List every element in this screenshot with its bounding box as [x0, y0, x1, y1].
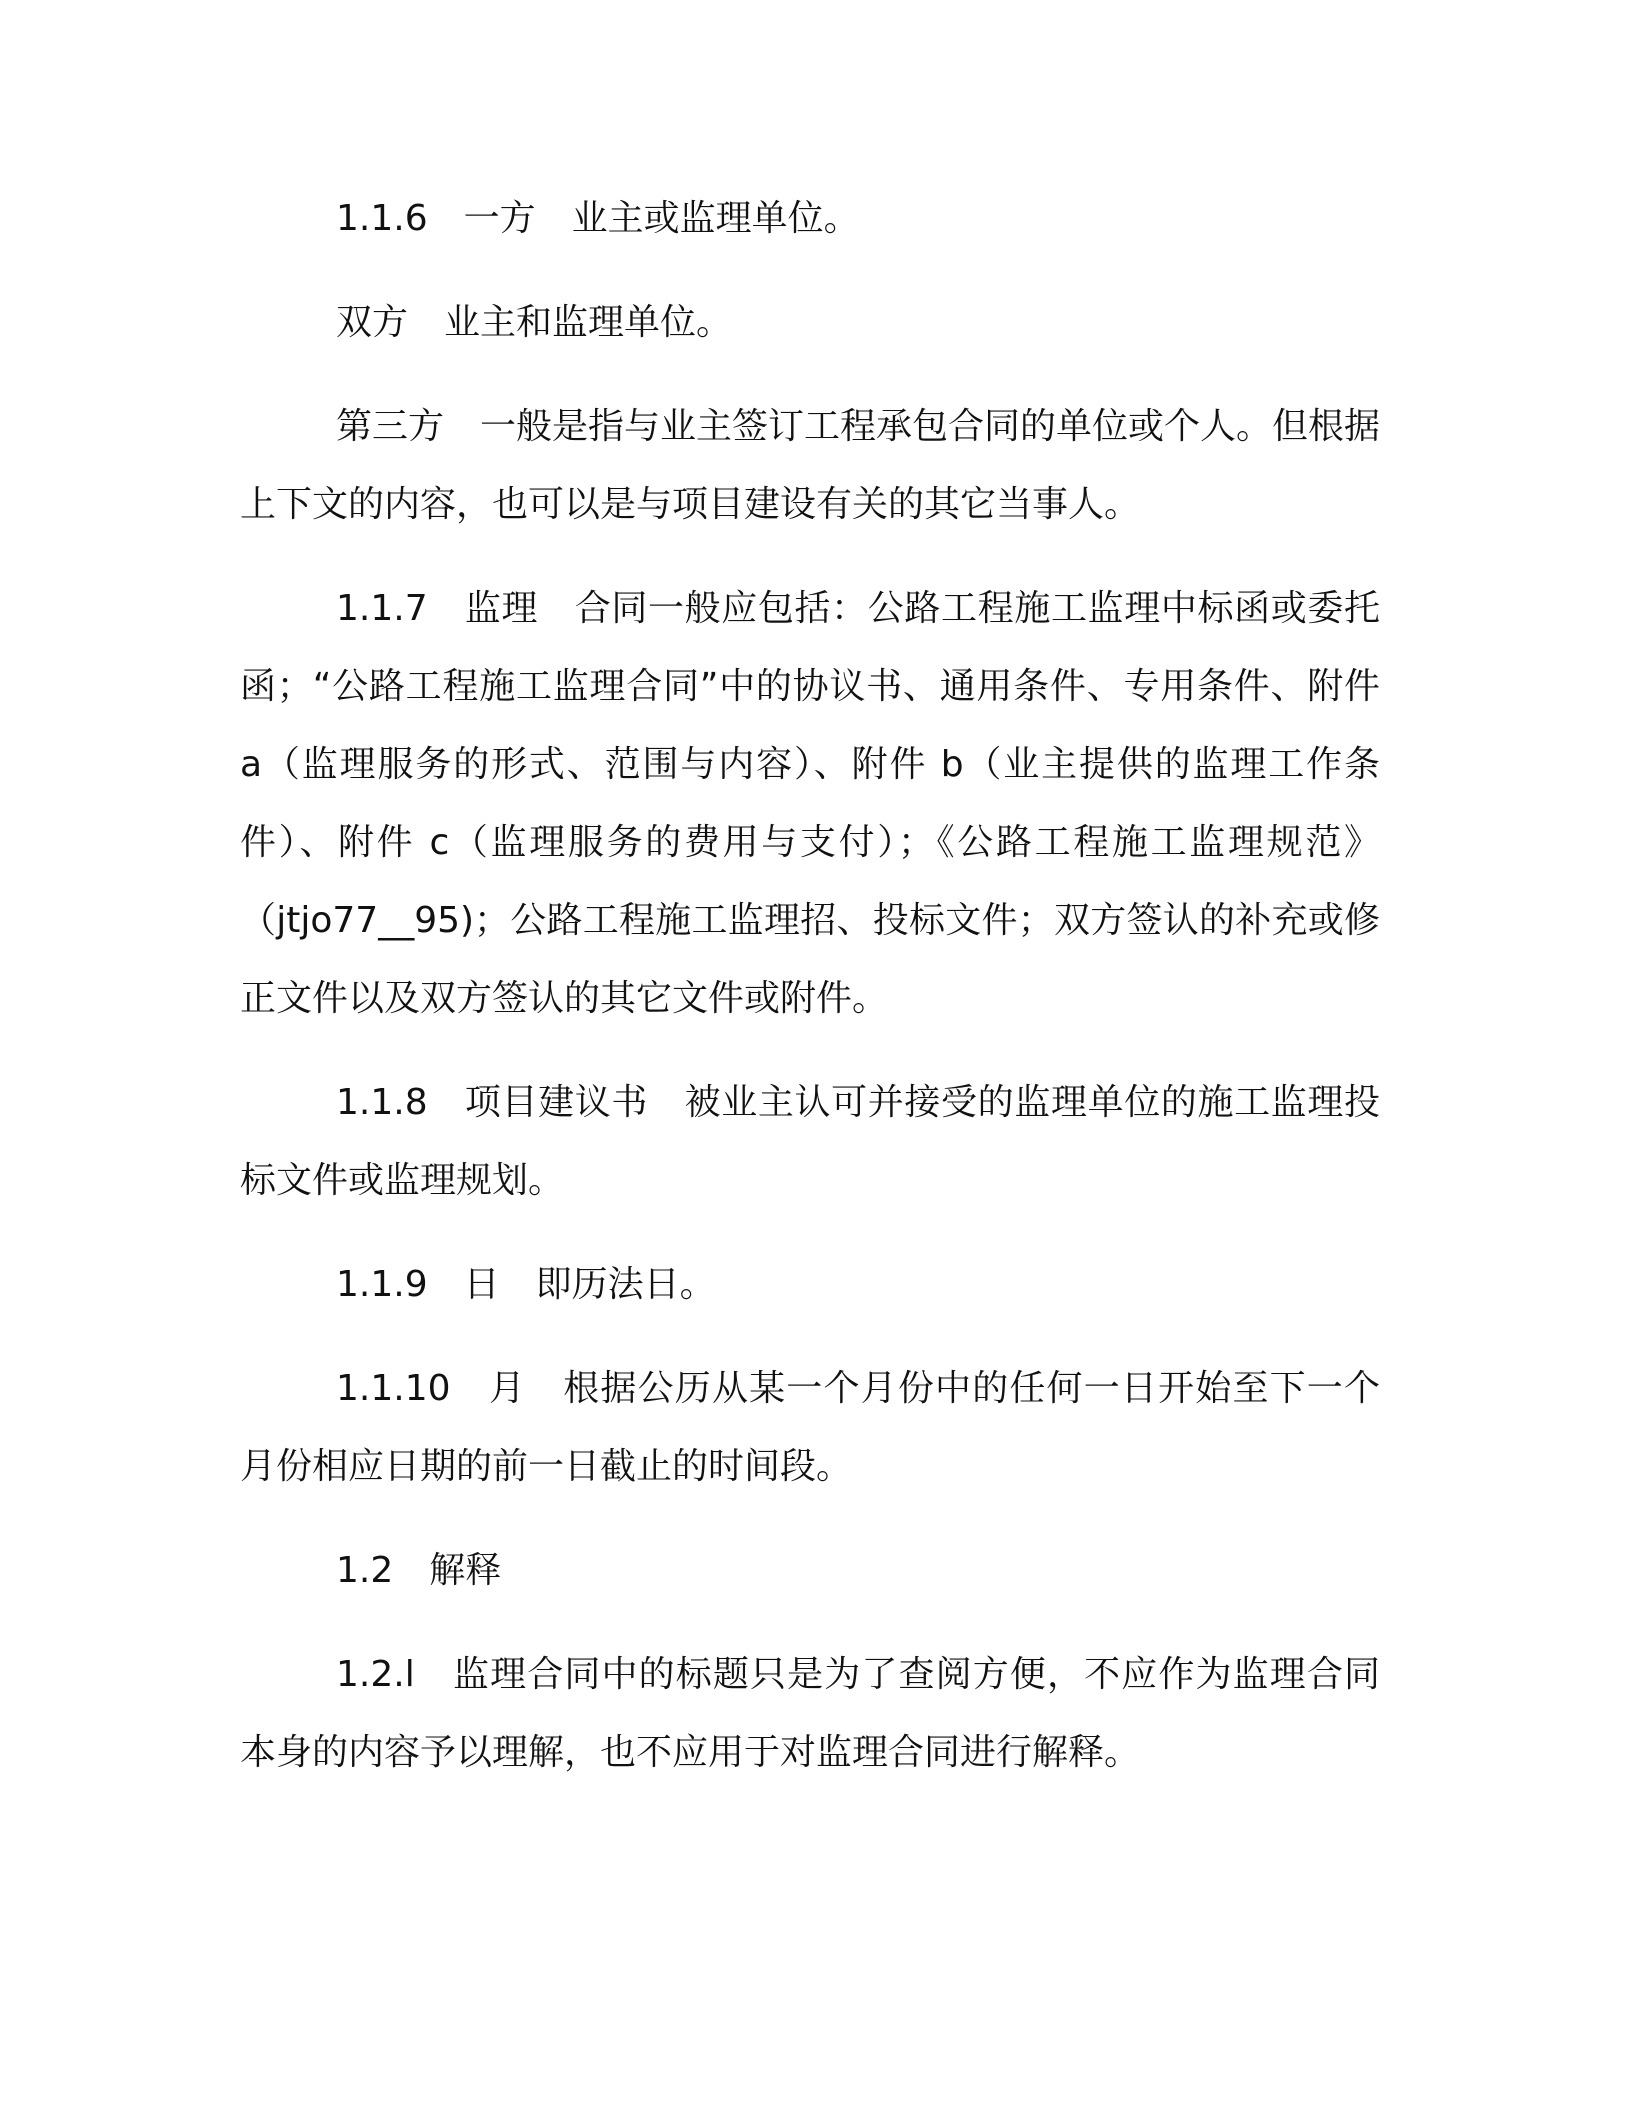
document-page: [240, 180, 1392, 1818]
clause-1-1-10: 1.1.10 月 根据公历从某一个月份中的任何一日开始至下一个月份相应日期的前一日截止的时间段。: [240, 1368, 1380, 1487]
clause-1-1-9: 1.1.9 日 即历法日。: [336, 1264, 716, 1305]
section-heading-1-2: 1.2 解释: [336, 1550, 502, 1591]
definition-third-party: 第三方 一般是指与业主签订工程承包合同的单位或个人。但根据上下文的内容，也可以是与项目建设有关的其它当事人。: [240, 406, 1381, 525]
clause-1-1-7: 1.1.7 监理 合同一般应包括：公路工程施工监理中标函或委托函；“公路工程施工监理合同”中的协议书、通用条件、专用条件、附件 a（监理服务的形式、范围与内容）、附件 b（业主提供的监理工作条件）、附件 c（监理服务的费用与支付）；《公路工程施工监理规范》（jtjo77__95)；公路工程施工监理招、投标文件；双方签认的补充或修正文件以及双方签认的其它文件或附件。: [240, 588, 1392, 1019]
clause-1-2-1: 1.2.l 监理合同中的标题只是为了查阅方便，不应作为监理合同本身的内容予以理解，也不应用于对监理合同进行解释。: [240, 1654, 1380, 1773]
clause-1-1-6: 1.1.6 一方 业主或监理单位。: [336, 198, 860, 239]
clause-1-1-8: 1.1.8 项目建议书 被业主认可并接受的监理单位的施工监理投标文件或监理规划。: [240, 1082, 1380, 1201]
definition-both-parties: 双方 业主和监理单位。: [336, 302, 733, 343]
